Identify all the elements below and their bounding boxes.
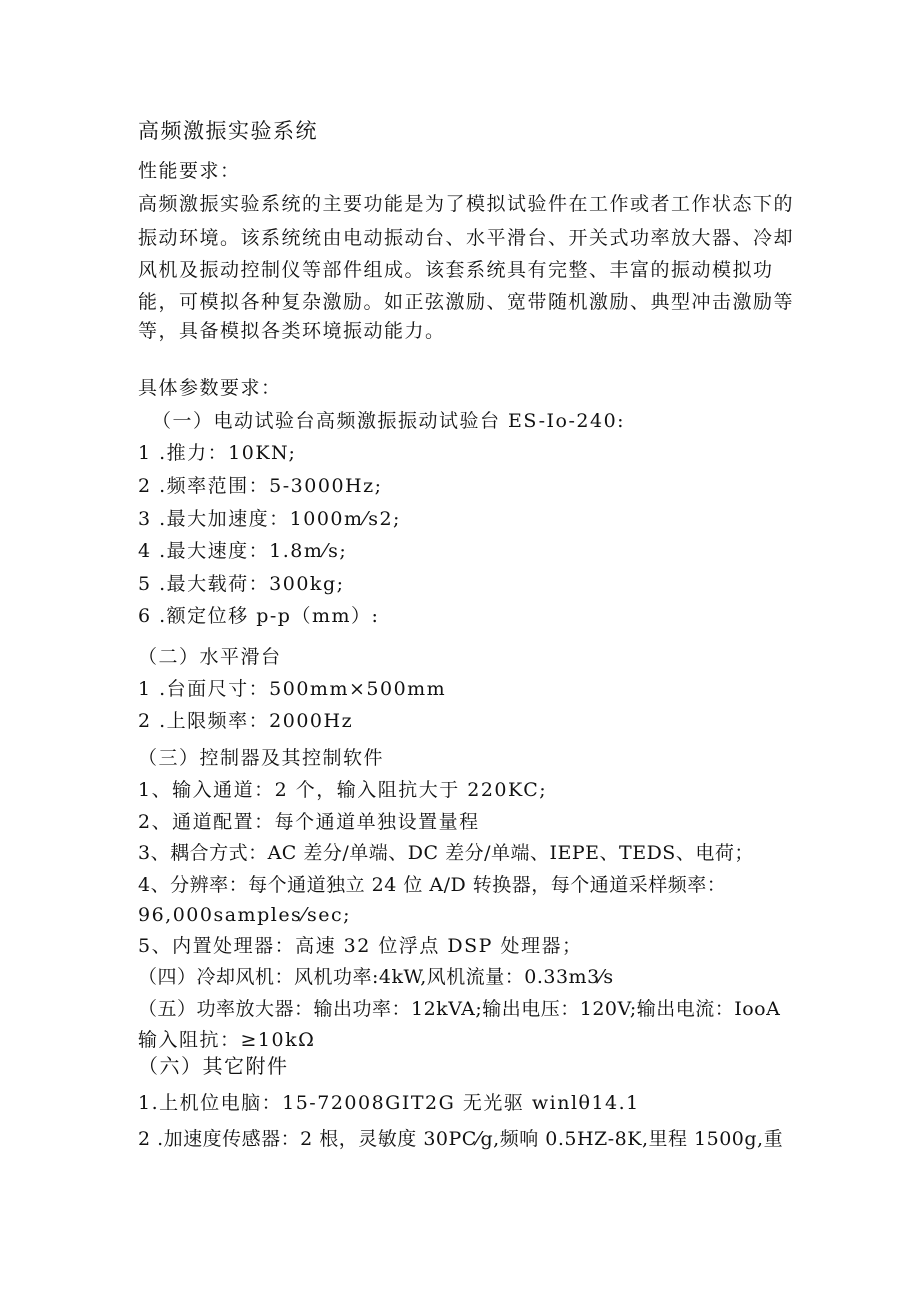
section4-line: （四）冷却风机：风机功率:4kW,风机流量：0.33m3⁄s xyxy=(138,966,614,988)
section6-item: 2 .加速度传感器：2 根，灵敏度 30PC⁄g,频响 0.5HZ-8K,里程 1500g,重 xyxy=(138,1128,784,1150)
section3-item: 96,000samples⁄sec; xyxy=(138,904,352,926)
section3-heading: （三）控制器及其控制软件 xyxy=(138,747,385,769)
section1-item: 2 .频率范围：5-3000Hz; xyxy=(138,475,383,497)
section1-item: 6 .额定位移 p-p（mm）: xyxy=(138,605,380,627)
section3-item: 3、耦合方式：AC 差分/单端、DC 差分/单端、IEPE、TEDS、电荷； xyxy=(138,842,754,864)
section1-item: 1 .推力：10KN; xyxy=(138,442,297,464)
performance-heading: 性能要求： xyxy=(138,160,241,182)
intro-line: 等，具备模拟各类环境振动能力。 xyxy=(138,320,446,342)
section5-line: 输入阻抗：≥10kΩ xyxy=(138,1029,316,1051)
section2-heading: （二）水平滑台 xyxy=(138,646,282,668)
section2-item: 1 .台面尺寸：500mm×500mm xyxy=(138,678,447,700)
section1-item: 3 .最大加速度：1000m⁄s2; xyxy=(138,508,401,530)
section3-item: 4、分辨率：每个通道独立 24 位 A/D 转换器，每个通道采样频率： xyxy=(138,874,727,896)
section3-item: 2、通道配置：每个通道单独设置量程 xyxy=(138,811,480,833)
params-heading: 具体参数要求： xyxy=(138,377,282,399)
intro-line: 振动环境。该系统统由电动振动台、水平滑台、开关式功率放大器、冷却 xyxy=(138,227,795,249)
document-title: 高频激振实验系统 xyxy=(138,119,318,143)
section1-item: 5 .最大载荷：300kg; xyxy=(138,573,345,595)
section1-heading: （一）电动试验台高频激振振动试验台 ES-Io-240: xyxy=(152,410,626,432)
section2-item: 2 .上限频率：2000Hz xyxy=(138,710,354,732)
section3-item: 5、内置处理器：高速 32 位浮点 DSP 处理器； xyxy=(138,935,583,957)
intro-line: 能，可模拟各种复杂激励。如正弦激励、宽带随机激励、典型冲击激励等 xyxy=(138,291,795,313)
intro-line: 高频激振实验系统的主要功能是为了模拟试验件在工作或者工作状态下的 xyxy=(138,193,795,215)
section5-line: （五）功率放大器：输出功率：12kVA;输出电压：120V;输出电流：IooA xyxy=(138,998,781,1020)
section6-heading: （六）其它附件 xyxy=(138,1054,289,1078)
section6-item: 1.上机位电脑：15-72008GIT2G 无光驱 winlθ14.1 xyxy=(138,1092,640,1114)
section1-item: 4 .最大速度：1.8m⁄s; xyxy=(138,540,348,562)
section3-item: 1、输入通道：2 个，输入阻抗大于 220KC; xyxy=(138,779,548,801)
intro-line: 风机及振动控制仪等部件组成。该套系统具有完整、丰富的振动模拟功 xyxy=(138,259,774,281)
